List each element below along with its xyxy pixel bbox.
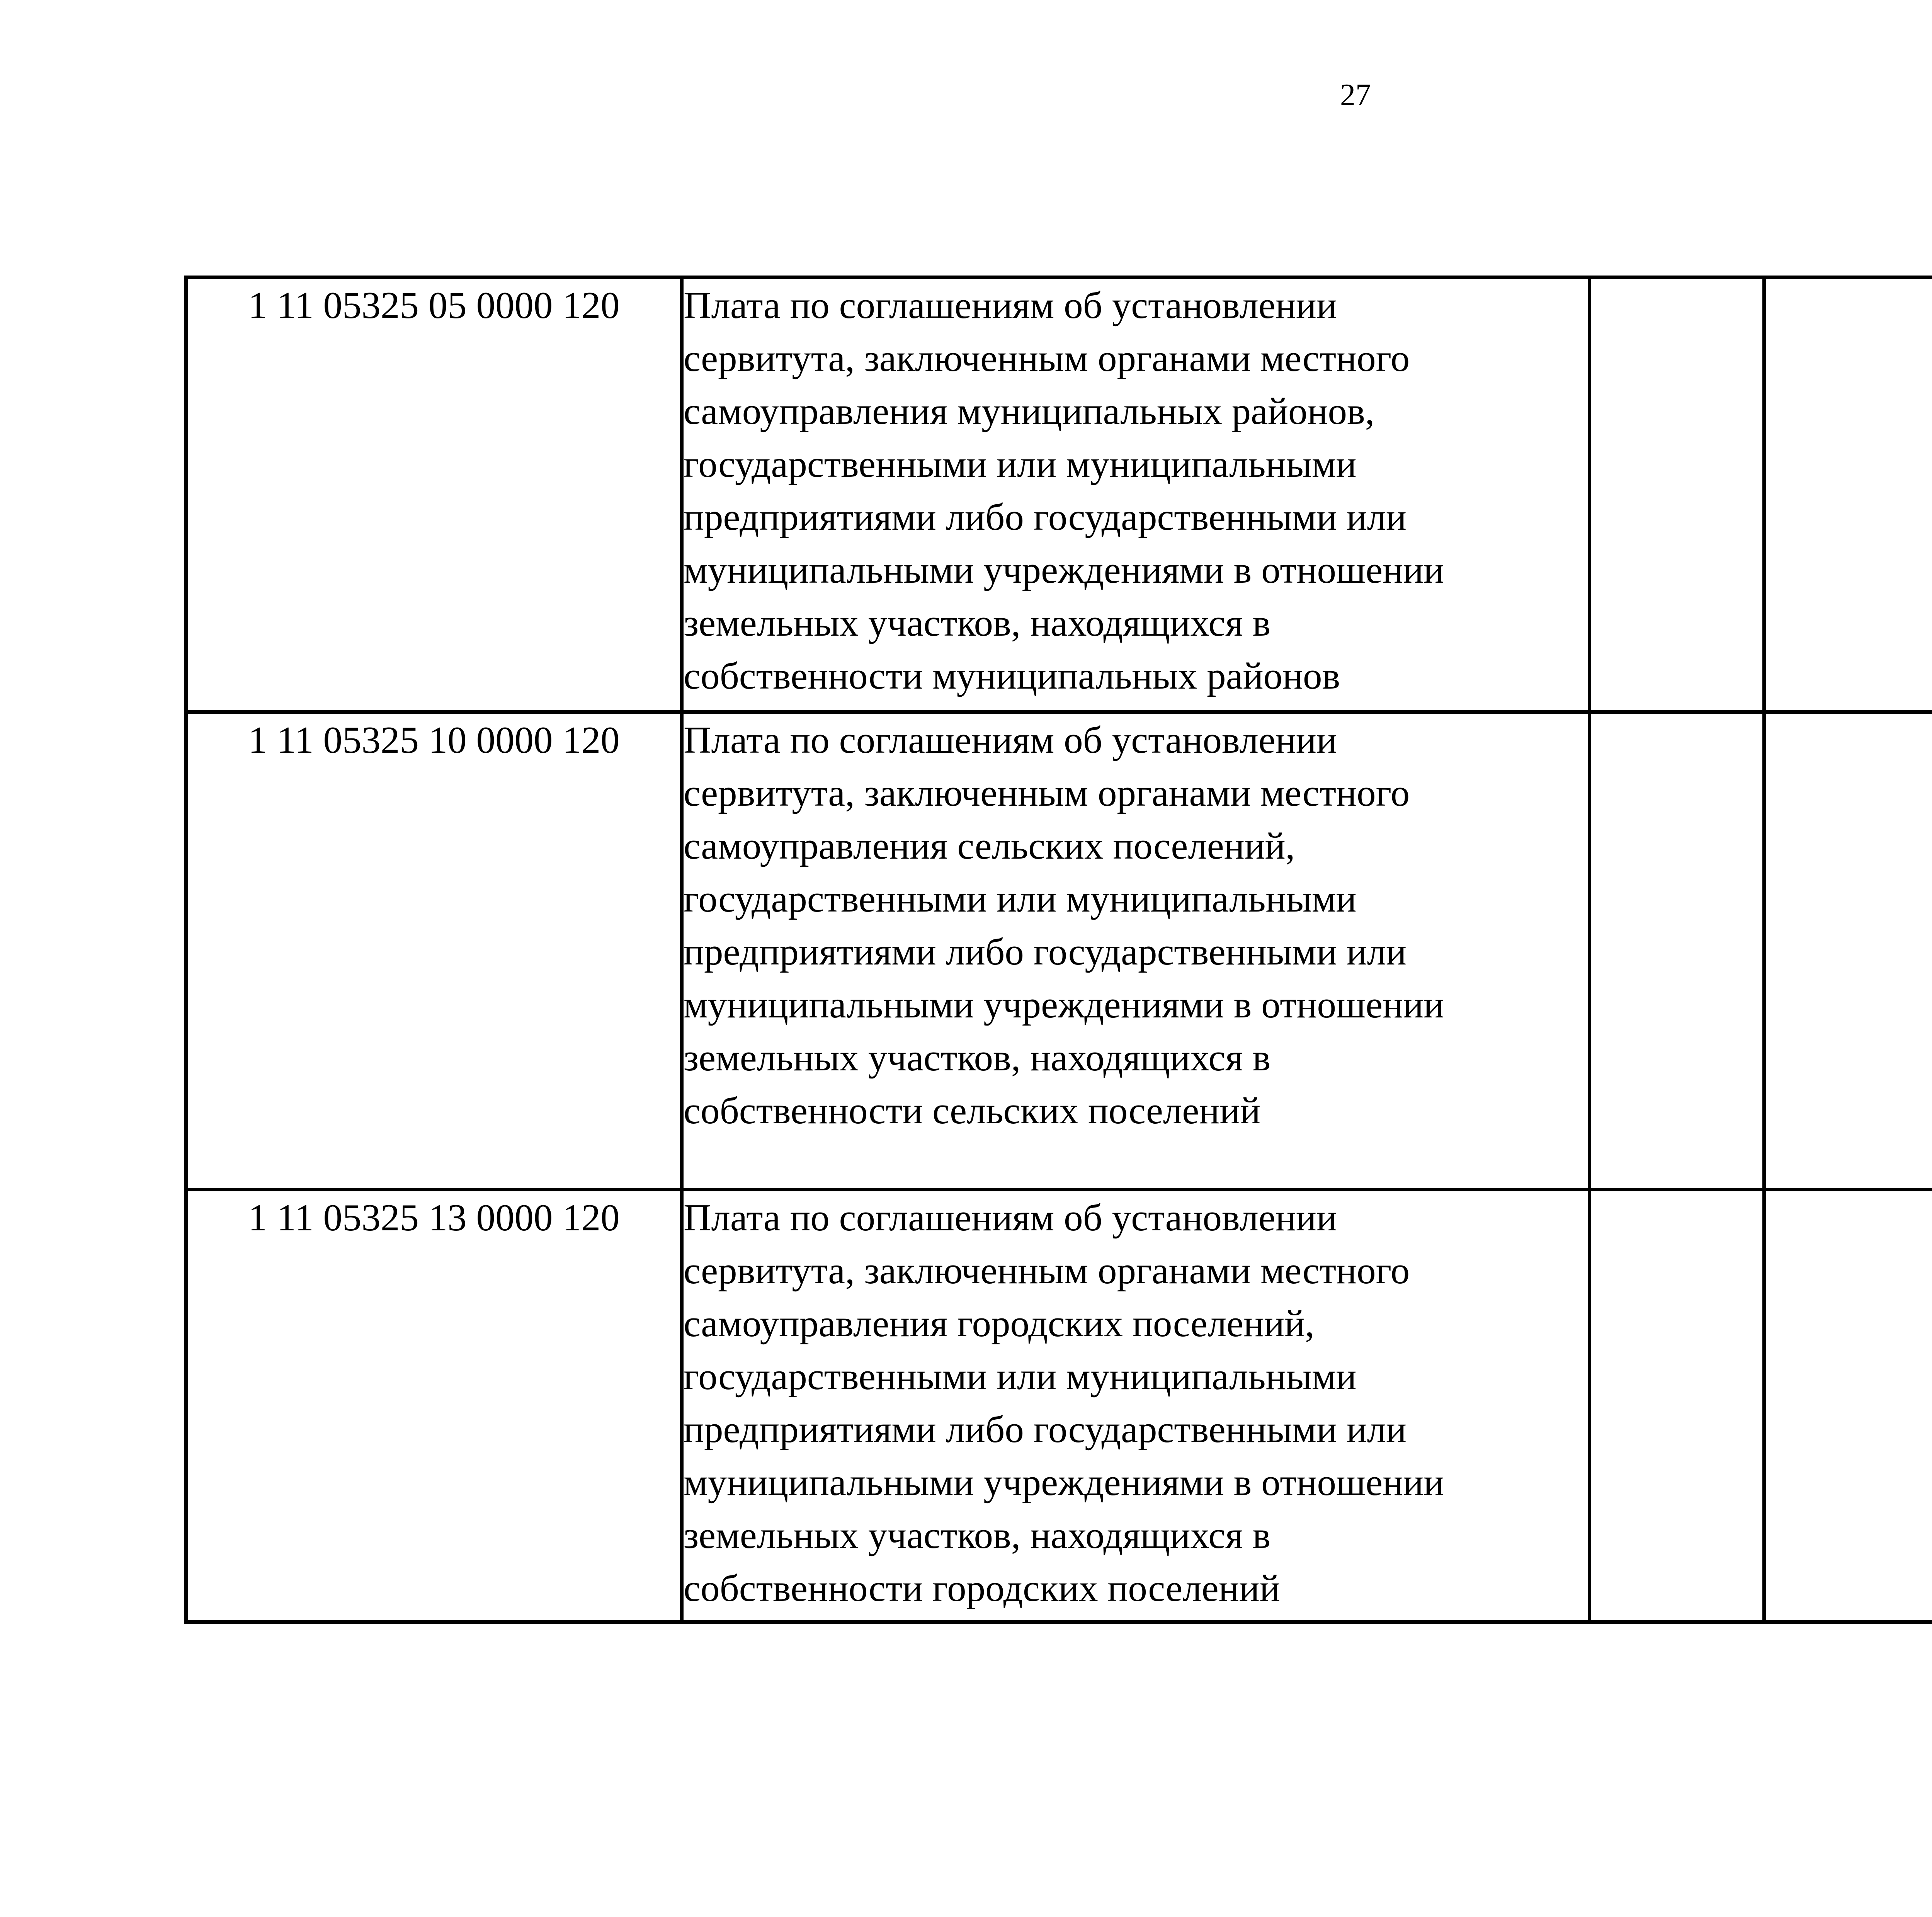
value-cell <box>1764 277 1932 712</box>
description-line: государственными или муниципальными <box>684 1356 1357 1398</box>
value-cell <box>1590 1190 1764 1622</box>
budget-revenue-table <box>184 276 1932 1624</box>
budget-code-cell: 1 11 05325 10 0000 120 <box>186 712 682 1190</box>
value-cell <box>1764 712 1932 1190</box>
description-line: сервитута, заключенным органами местного <box>684 772 1410 814</box>
budget-code-cell: 1 11 05325 13 0000 120 <box>186 1190 682 1622</box>
description-line: сервитута, заключенным органами местного <box>684 337 1410 379</box>
description-cell <box>682 1190 1590 1622</box>
description-line: собственности муниципальных районов <box>684 655 1340 697</box>
description-cell <box>682 277 1590 712</box>
description-line: земельных участков, находящихся в <box>684 1037 1271 1079</box>
description-line: самоуправления муниципальных районов, <box>684 390 1375 432</box>
description-line: земельных участков, находящихся в <box>684 602 1271 644</box>
description-line: сервитута, заключенным органами местного <box>684 1250 1410 1292</box>
value-cell <box>1590 277 1764 712</box>
description-line: предприятиями либо государственными или <box>684 1408 1406 1451</box>
description-line: муниципальными учреждениями в отношении <box>684 1461 1444 1504</box>
description-line: муниципальными учреждениями в отношении <box>684 984 1444 1026</box>
table-row <box>186 1190 1932 1622</box>
description-line: Плата по соглашениям об установлении <box>684 719 1337 761</box>
description-line: Плата по соглашениям об установлении <box>684 284 1337 327</box>
budget-code-cell: 1 11 05325 05 0000 120 <box>186 277 682 712</box>
description-line: собственности городских поселений <box>684 1567 1280 1609</box>
value-cell <box>1590 712 1764 1190</box>
description-line: государственными или муниципальными <box>684 443 1357 485</box>
table-row <box>186 712 1932 1190</box>
description-line: муниципальными учреждениями в отношении <box>684 549 1444 591</box>
description-line: земельных участков, находящихся в <box>684 1514 1271 1556</box>
description-line: предприятиями либо государственными или <box>684 931 1406 973</box>
description-line: Плата по соглашениям об установлении <box>684 1197 1337 1239</box>
page-number: 27 <box>1340 78 1371 112</box>
description-line: предприятиями либо государственными или <box>684 496 1406 538</box>
description-cell <box>682 712 1590 1190</box>
description-line: собственности сельских поселений <box>684 1090 1261 1132</box>
description-line: самоуправления городских поселений, <box>684 1303 1315 1345</box>
description-line: самоуправления сельских поселений, <box>684 825 1295 867</box>
description-line: государственными или муниципальными <box>684 878 1357 920</box>
table-row <box>186 277 1932 712</box>
value-cell <box>1764 1190 1932 1622</box>
